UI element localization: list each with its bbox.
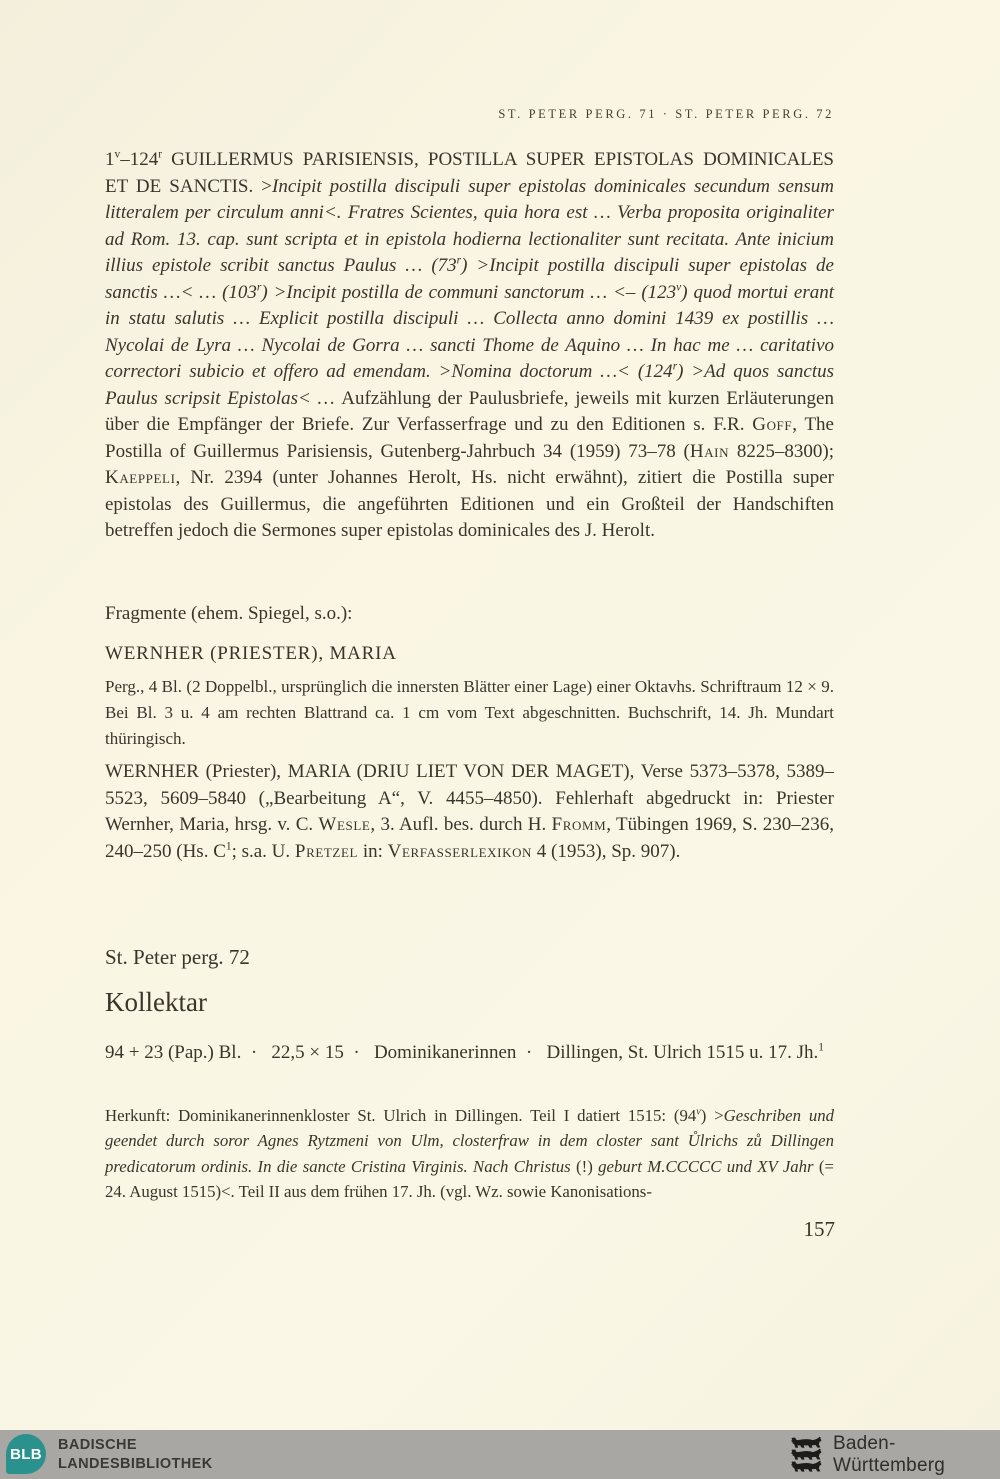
shelfmark-heading: St. Peter perg. 72 [105, 945, 250, 969]
library-name-line2: LANDESBIBLIOTHEK [58, 1455, 213, 1472]
library-footer-bar [0, 1430, 1000, 1479]
library-name [58, 1436, 213, 1473]
title-heading: Kollektar [105, 987, 207, 1017]
blb-logo-icon: BLB [6, 1434, 46, 1474]
running-header: ST. PETER PERG. 71 · ST. PETER PERG. 72 [498, 107, 834, 121]
collation-line: 94 + 23 (Pap.) Bl. · 22,5 × 15 · Dominikanerinnen · Dillingen, St. Ulrich 1515 u. 17. Jh.$^1$ [105, 1041, 824, 1063]
page-number: 157 [803, 1217, 835, 1241]
fragments-label: Fragmente (ehem. Spiegel, s.o.): [105, 603, 353, 624]
codicology-paragraph: Perg., 4 Bl. (2 Doppelbl., ursprünglich die innersten Blätter einer Lage) einer Oktavhs. Schriftraum 12 × 9. Bei Bl. 3 u. 4 am rechten Blattrand ca. 1 cm vom Text abgeschnitten. Buchschrift, 14. Jh. Mundart thüringisch. [105, 677, 834, 748]
wernher-heading: WERNHER (PRIESTER), MARIA [105, 643, 397, 664]
wernher-literature-paragraph: WERNHER (Priester), MARIA (DRIU LIET VON DER MAGET), Verse 5373–5378, 5389–5523, 5609–5840 („Bearbeitung A“, V. 4455–4850). Fehlerhaft abgedruckt in: Priester Wernher, Maria, hrsg. v. C. Wesle, 3. Aufl. bes. durch H. Fromm, Tübingen 1969, S. 230–236, 240–250 (Hs. $C^1$; s.a. U. Pretzel in: Verfasserlexikon 4 (1953), Sp. 907). [105, 761, 834, 862]
state-name: Baden-Württemberg [833, 1432, 946, 1476]
entry-perg71-description: 1$^v$–124$^r$ GUILLERMUS PARISIENSIS, POSTILLA SUPER EPISTOLAS DOMINICALES ET DE SANCTIS. >Incipit postilla discipuli super epistolas dominicales secundum sensum litteralem per circulum anni<. Fratres Scientes, quia hora est … Verba proposita originaliter ad Rom. 13. cap. sunt scripta et in epistola hodierna lectionaliter sunt recitata. Ante inicium illius epistole scribit sanctus Paulus … $(73^r)$ >Incipit postilla discipuli super epistolas de sanctis …< … $(103^r)$ >Incipit postilla de communi sanctorum … <– (123$^v$) quod mortui erant in statu salutis … Explicit postilla discipuli … Collecta anno domini 1439 ex postillis … Nycolai de Lyra … Nycolai de Gorra … sancti Thome de Aquino … In hac me … caritativo correctori subicio et offero ad emendam. >Nomina doctorum …< $(124^r) >Ad$ quos sanctus Paulus scripsit Epistolas< … Aufzählung der Paulusbriefe, jeweils mit kurzen Erläuterungen über die Empfänger der Briefe. Zur Verfasserfrage und zu den Editionen s. F.R. Goff, The Postilla of Guillermus Parisiensis, Gutenberg-Jahrbuch 34 (1959) 73–78 (Hain 8225–8300); Kaeppeli, Nr. 2394 (unter Johannes Herolt, Hs. nicht erwähnt), zitiert die Postilla super epistolas des Guillermus, die angeführten Editionen und ein Großteil der Handschiften betreffen jedoch die Sermones super epistolas dominicales des J. Herolt. [105, 148, 835, 541]
herkunft-paragraph: Herkunft: Dominikanerinnenkloster St. Ulrich in Dillingen. Teil I datiert 1515: $(94^v)$ >Geschriben und geendet durch soror Agnes Rytzmeni von Ulm, closterfraw in dem closter sant Ůlrichs zů Dillingen predicatorum ordinis. In die sancte Cristina Virginis. Nach Christus (!) geburt M.CCCCC und XV Jahr (= 24. August 1515)<. Teil II aus dem frühen 17. Jh. (vgl. Wz. sowie Kanonisations- [105, 1106, 834, 1201]
library-name-line1: BADISCHE [58, 1437, 137, 1453]
baden-wuerttemberg-coat-of-arms-icon [789, 1435, 824, 1474]
